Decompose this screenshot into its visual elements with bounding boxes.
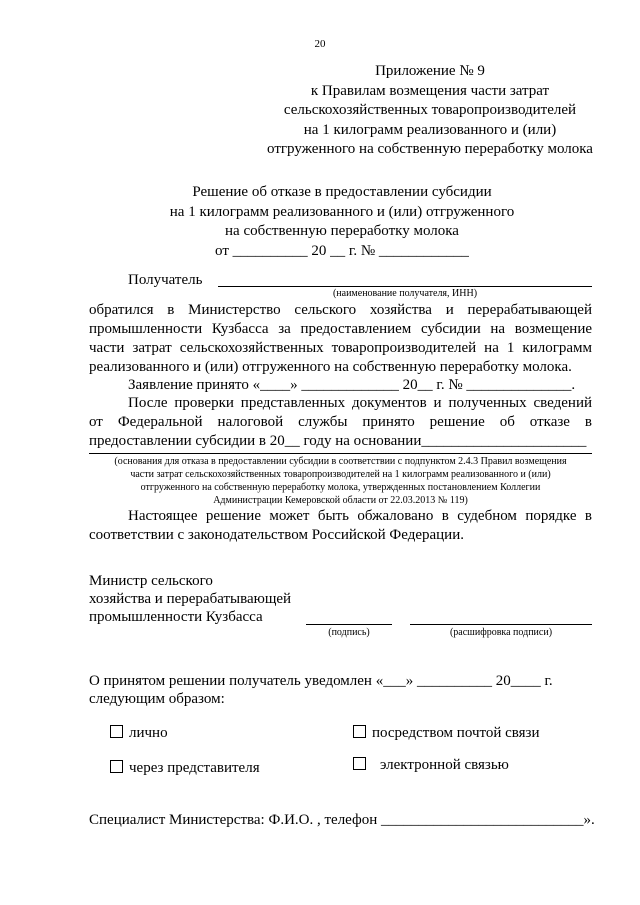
signature-decode-line[interactable] bbox=[410, 624, 592, 625]
option-label: лично bbox=[129, 725, 168, 741]
para1-line: промышленности Кузбасса за предоставлением субсидии на возмещение bbox=[89, 321, 592, 337]
checkbox-icon[interactable] bbox=[110, 725, 123, 738]
para1-line: части затрат сельскохозяйственных товаропроизводителей на 1 килограмм bbox=[89, 340, 592, 356]
checkbox-icon[interactable] bbox=[353, 757, 366, 770]
basis-note-line: части затрат сельскохозяйственных товаропроизводителей на 1 килограмм реализованного и (или) bbox=[130, 469, 551, 480]
option-electronic[interactable] bbox=[353, 756, 509, 775]
appendix-title: Приложение № 9 bbox=[375, 63, 485, 79]
basis-note-line: Администрации Кемеровской области от 22.03.2013 № 119) bbox=[213, 495, 468, 506]
para1-line: реализованного и (или) отгруженного на собственную переработку молока. bbox=[89, 359, 572, 375]
option-label: посредством почтой связи bbox=[372, 725, 540, 741]
appendix-line: на 1 килограмм реализованного и (или) bbox=[303, 121, 557, 138]
para2-line: предоставлении субсидии в 20__ году на основании______________________ bbox=[89, 433, 587, 449]
para2-line: от Федеральной налоговой службы принято решение об отказе в bbox=[89, 414, 592, 430]
recipient-label: Получатель bbox=[128, 272, 203, 288]
recipient-caption: (наименование получателя, ИНН) bbox=[332, 288, 478, 299]
option-post[interactable] bbox=[353, 724, 540, 743]
minister-position-line: промышленности Кузбасса bbox=[89, 609, 263, 625]
checkbox-icon[interactable] bbox=[110, 760, 123, 773]
para2-line: После проверки представленных документов и полученных сведений bbox=[128, 395, 592, 411]
notification-line: следующим образом: bbox=[89, 691, 225, 707]
basis-note-line: (основания для отказа в предоставлении субсидии в соответствии с подпунктом 2.4.3 Правил возмещения bbox=[114, 456, 567, 467]
page-number: 20 bbox=[314, 38, 326, 50]
basis-input-line[interactable] bbox=[89, 453, 592, 454]
minister-position-line: хозяйства и перерабатывающей bbox=[89, 591, 292, 607]
minister-position bbox=[89, 572, 291, 626]
application-line: Заявление принято «____» _____________ 20__ г. № ______________. bbox=[128, 377, 576, 393]
decision-title-line: на 1 килограмм реализованного и (или) отгруженного bbox=[169, 203, 515, 220]
basis-note bbox=[89, 455, 592, 507]
appendix-line: сельскохозяйственных товаропроизводителей bbox=[283, 102, 577, 118]
option-label: через представителя bbox=[129, 760, 260, 776]
appendix-line: к Правилам возмещения части затрат bbox=[310, 82, 550, 99]
signature-line[interactable] bbox=[306, 624, 392, 625]
decision-title-line: на собственную переработку молока bbox=[225, 223, 459, 239]
appendix-line: отгруженного на собственную переработку молока bbox=[267, 141, 593, 157]
notification-line: О принятом решении получатель уведомлен «___» __________ 20____ г. bbox=[89, 673, 553, 689]
decision-title-line: Решение об отказе в предоставлении субсидии bbox=[192, 184, 492, 200]
appeal-line: Настоящее решение может быть обжаловано в судебном порядке в bbox=[128, 508, 592, 524]
option-label: электронной связью bbox=[380, 757, 509, 773]
signature-decode-caption: (расшифровка подписи) bbox=[449, 627, 553, 638]
appeal-line: соответствии с законодательством Российской Федерации. bbox=[89, 527, 464, 543]
decision-date-line: от __________ 20 __ г. № ____________ bbox=[215, 242, 469, 259]
decision-title bbox=[92, 183, 592, 261]
option-representative[interactable] bbox=[110, 759, 260, 778]
para1-line: обратился в Министерство сельского хозяйства и перерабатывающей bbox=[89, 302, 592, 318]
checkbox-icon[interactable] bbox=[353, 725, 366, 738]
signature-caption: (подпись) bbox=[328, 627, 370, 638]
minister-position-line: Министр сельского bbox=[89, 573, 213, 589]
appendix-header bbox=[250, 62, 610, 160]
specialist-line: Специалист Министерства: Ф.И.О. , телефон ___________________________». bbox=[89, 812, 595, 828]
option-in-person[interactable] bbox=[110, 724, 168, 743]
basis-note-line: отгруженного на собственную переработку молока, утвержденных постановлением Коллегии bbox=[140, 482, 541, 493]
